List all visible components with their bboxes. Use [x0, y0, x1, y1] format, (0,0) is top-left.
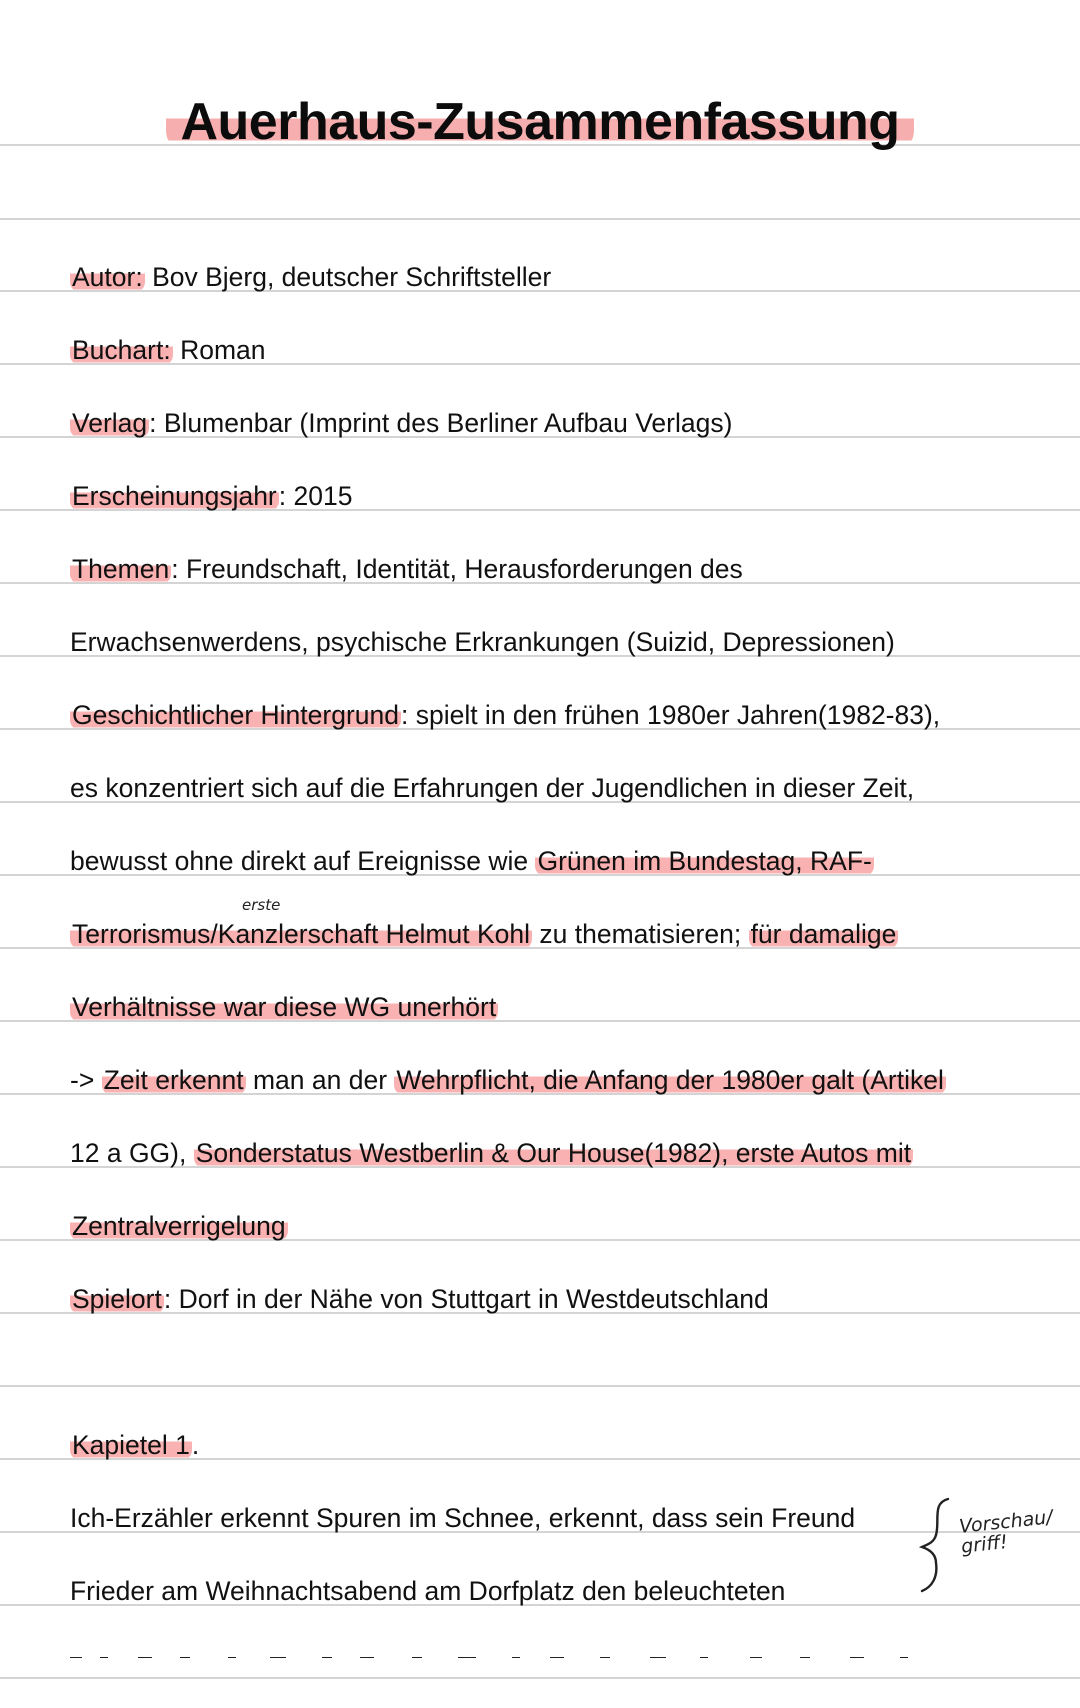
zeit-highlight-4: Zentralverrigelung	[72, 1211, 286, 1241]
zeit-highlight-1: Zeit erkennt	[103, 1065, 244, 1095]
cut-off-line	[60, 1648, 1020, 1658]
zeit-line-3	[70, 1209, 288, 1243]
zeit-text-1: man an der	[245, 1065, 395, 1095]
verlag-value: : Blumenbar (Imprint des Berliner Aufbau Verlags)	[149, 408, 733, 438]
handwritten-annotation: erste	[242, 896, 281, 914]
kapitel-text-2: Frieder am Weihnachtsabend am Dorfplatz den beleuchteten	[70, 1576, 786, 1606]
themen-line	[70, 552, 743, 586]
zeit-highlight-2: Wehrpflicht, die Anfang der 1980er galt (Artikel	[396, 1065, 944, 1095]
kapitel-line-2	[70, 1574, 785, 1608]
cut-off-text-marks	[60, 1651, 1020, 1658]
zeit-arrow: ->	[70, 1065, 102, 1095]
zeit-highlight-3: Sonderstatus Westberlin & Our House(1982), erste Autos mit	[195, 1138, 912, 1168]
zeit-line	[70, 1063, 946, 1097]
themen-line-2	[70, 625, 895, 659]
hintergrund-highlight-3: Grünen im Bundestag, RAF-	[537, 846, 872, 876]
margin-note-line-2: griff!	[960, 1531, 1009, 1558]
spielort-line	[70, 1282, 769, 1316]
margin-note	[958, 1507, 1055, 1557]
buchart-value: Roman	[172, 335, 266, 365]
hintergrund-highlight-5: Verhältnisse war diese WG unerhört	[72, 992, 497, 1022]
themen-value-2: Erwachsenwerdens, psychische Erkrankungen (Suizid, Depressionen)	[70, 627, 895, 657]
hintergrund-label: Geschichtlicher Hintergrund	[72, 700, 399, 730]
kapitel-heading	[70, 1428, 199, 1462]
hintergrund-line-4	[70, 917, 898, 951]
buchart-label: Buchart:	[72, 335, 171, 365]
kapitel-heading-dot: .	[191, 1430, 200, 1460]
ruled-line	[0, 1385, 1080, 1387]
hintergrund-text-2: es konzentriert sich auf die Erfahrungen der Jugendlichen in dieser Zeit,	[70, 773, 915, 803]
autor-label: Autor:	[72, 262, 143, 292]
hintergrund-text-4: zu thematisieren;	[532, 919, 749, 949]
ruled-line	[0, 218, 1080, 220]
curly-brace-icon	[918, 1495, 962, 1595]
themen-label: Themen	[72, 554, 170, 584]
autor-line	[70, 260, 551, 294]
kapitel-line-1	[70, 1501, 855, 1535]
jahr-value: : 2015	[278, 481, 353, 511]
kapitel-heading-highlight: Kapietel 1	[72, 1430, 190, 1460]
hintergrund-line	[70, 698, 940, 732]
hintergrund-line-2	[70, 771, 914, 805]
hintergrund-text-3: bewusst ohne direkt auf Ereignisse wie	[70, 846, 536, 876]
buchart-line	[70, 333, 266, 367]
jahr-line	[70, 479, 352, 513]
hintergrund-text: : spielt in den frühen 1980er Jahren(1982-83),	[400, 700, 941, 730]
spielort-label: Spielort	[72, 1284, 162, 1314]
autor-value: Bov Bjerg, deutscher Schriftsteller	[144, 262, 552, 292]
title-highlight: Auerhaus-Zusammenfassung	[166, 93, 913, 151]
kapitel-text-1: Ich-Erzähler erkennt Spuren im Schnee, erkennt, dass sein Freund	[70, 1503, 856, 1533]
margin-note-line-1: Vorschau/	[958, 1506, 1054, 1538]
verlag-label: Verlag	[72, 408, 148, 438]
hintergrund-highlight-4b: für damalige	[750, 919, 897, 949]
themen-value: : Freundschaft, Identität, Herausforderungen des	[171, 554, 743, 584]
hintergrund-line-5	[70, 990, 498, 1024]
hintergrund-highlight-4a: Terrorismus/Kanzlerschaft Helmut Kohl	[72, 919, 531, 949]
zeit-text-2: 12 a GG),	[70, 1138, 194, 1168]
spielort-value: : Dorf in der Nähe von Stuttgart in Westdeutschland	[163, 1284, 769, 1314]
hintergrund-line-3	[70, 844, 874, 878]
page-title	[0, 92, 1080, 152]
jahr-label: Erscheinungsjahr	[72, 481, 277, 511]
verlag-line	[70, 406, 732, 440]
ruled-line	[0, 1677, 1080, 1679]
zeit-line-2	[70, 1136, 913, 1170]
